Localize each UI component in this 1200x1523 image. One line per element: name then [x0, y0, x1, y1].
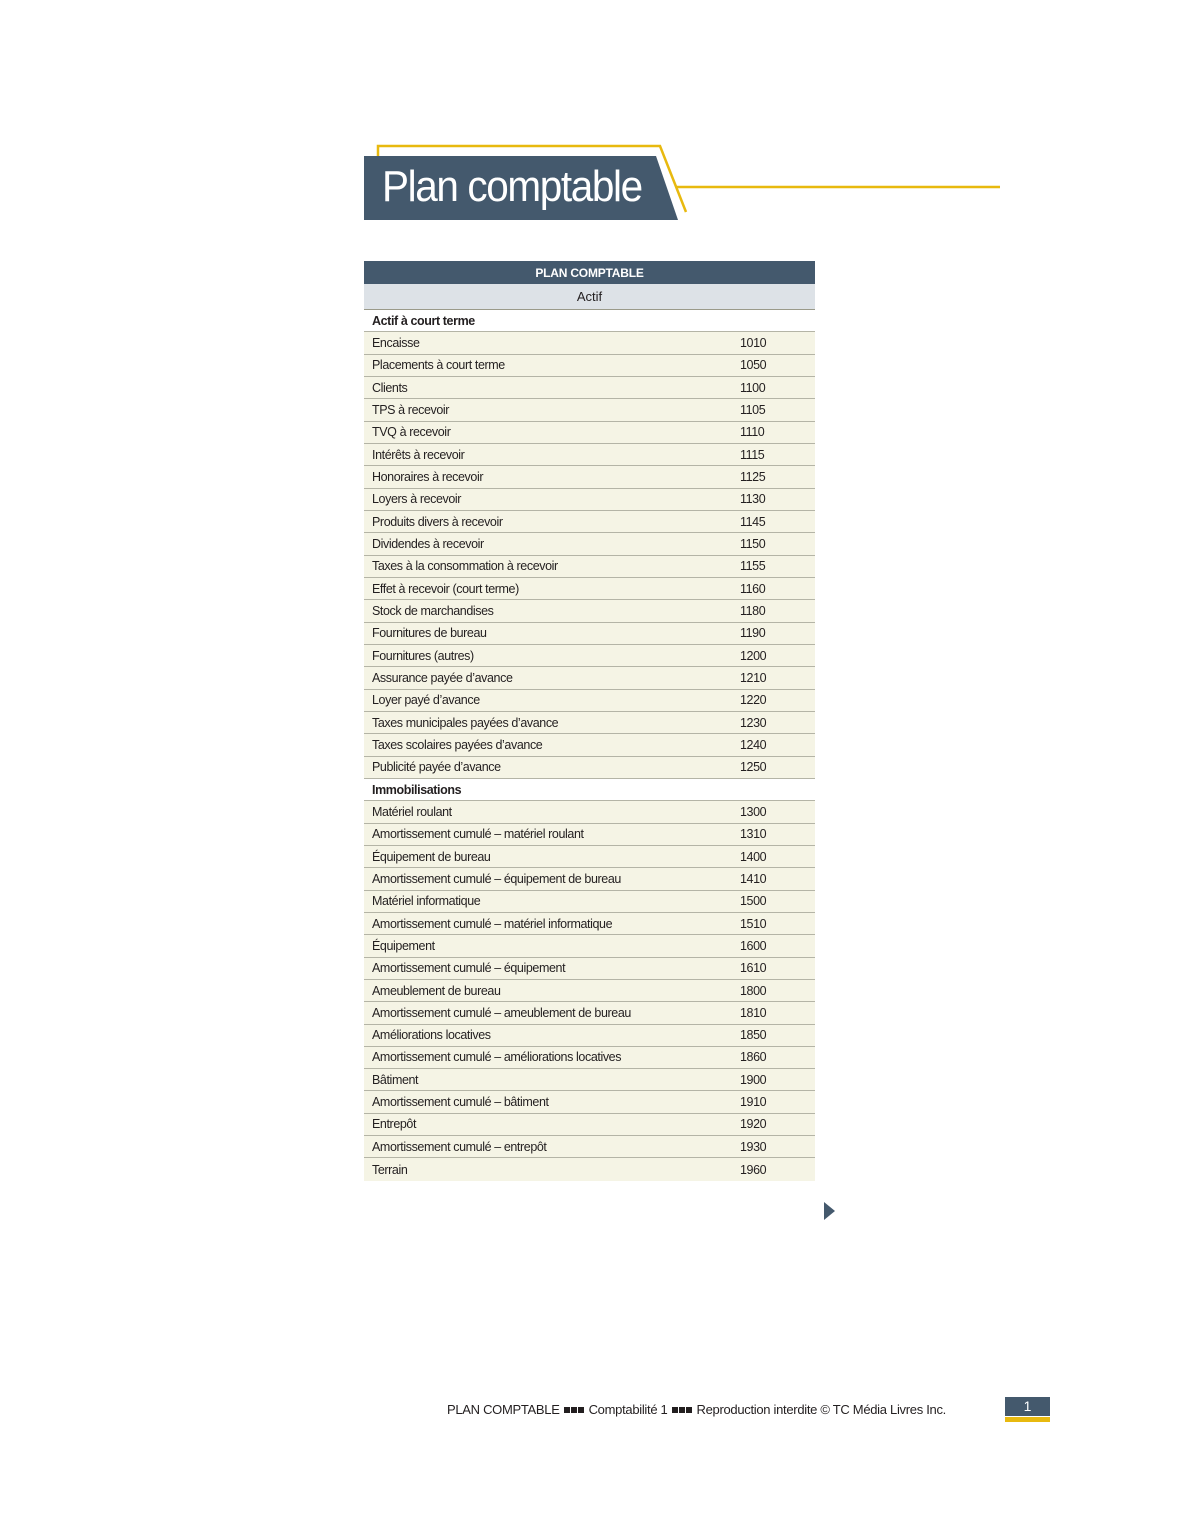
table-row: [364, 645, 815, 667]
table-row: [364, 578, 815, 600]
account-number: 1960: [740, 1162, 767, 1177]
account-name: Terrain: [372, 1162, 408, 1177]
account-name: Encaisse: [372, 335, 420, 350]
account-number: 1900: [740, 1072, 767, 1087]
account-name: Ameublement de bureau: [372, 983, 501, 998]
account-name: Assurance payée d’avance: [372, 670, 513, 685]
account-number: 1160: [740, 581, 766, 596]
table-row: [364, 801, 815, 823]
account-number: 1210: [740, 670, 767, 685]
account-name: Taxes scolaires payées d’avance: [372, 737, 543, 752]
account-number: 1510: [740, 916, 767, 931]
account-number: 1410: [740, 871, 767, 886]
account-number: 1150: [740, 536, 766, 551]
table-row: [364, 511, 815, 533]
account-number: 1910: [740, 1095, 767, 1110]
table-row: [364, 1114, 815, 1136]
table-row: [364, 355, 815, 377]
account-number: 1850: [740, 1028, 767, 1043]
table-row: [364, 422, 815, 444]
account-number: 1610: [740, 961, 767, 976]
table-rows: [364, 310, 815, 1181]
account-name: Intérêts à recevoir: [372, 447, 465, 462]
table-row: [364, 846, 815, 868]
account-name: Amortissement cumulé – bâtiment: [372, 1095, 549, 1110]
account-name: Matériel roulant: [372, 804, 452, 819]
account-name: Amortissement cumulé – ameublement de bureau: [372, 1005, 631, 1020]
account-number: 1300: [740, 804, 767, 819]
account-number: 1110: [740, 425, 765, 440]
account-number: 1230: [740, 715, 767, 730]
table-row: [364, 399, 815, 421]
account-name: Fournitures de bureau: [372, 626, 487, 641]
account-number: 1500: [740, 894, 767, 909]
table-subheader: Actif: [364, 284, 815, 310]
account-number: 1860: [740, 1050, 767, 1065]
next-page-arrow-icon: [824, 1202, 835, 1220]
account-number: 1930: [740, 1139, 767, 1154]
account-name: Amortissement cumulé – améliorations locatives: [372, 1050, 622, 1065]
account-name: Taxes municipales payées d’avance: [372, 715, 559, 730]
account-name: Amortissement cumulé – matériel informatique: [372, 916, 613, 931]
page-title: Plan comptable: [382, 162, 642, 211]
page-number: 1: [1005, 1397, 1050, 1416]
account-number: 1600: [740, 938, 767, 953]
table-row: [364, 891, 815, 913]
section-row: [364, 779, 815, 801]
table-row: [364, 690, 815, 712]
account-name: Placements à court terme: [372, 358, 505, 373]
table-row: [364, 444, 815, 466]
account-number: 1810: [740, 1005, 767, 1020]
account-number: 1115: [740, 447, 765, 462]
account-name: Loyer payé d’avance: [372, 693, 480, 708]
account-number: 1240: [740, 737, 767, 752]
table-row: [364, 1069, 815, 1091]
account-number: 1130: [740, 492, 766, 507]
section-row: [364, 310, 815, 332]
separator-squares-icon: [672, 1402, 693, 1417]
account-number: 1145: [740, 514, 766, 529]
account-number: 1050: [740, 358, 767, 373]
chart-of-accounts-table: [364, 261, 815, 1181]
footer-book: Comptabilité 1: [588, 1402, 668, 1417]
account-name: Bâtiment: [372, 1072, 419, 1087]
table-row: [364, 623, 815, 645]
account-name: Équipement: [372, 938, 435, 953]
table-row: [364, 824, 815, 846]
table-row: [364, 1091, 815, 1113]
section-title: Immobilisations: [372, 782, 462, 797]
account-name: Entrepôt: [372, 1117, 417, 1132]
table-row: [364, 712, 815, 734]
account-number: 1105: [740, 402, 766, 417]
account-number: 1155: [740, 559, 766, 574]
table-row: [364, 332, 815, 354]
table-row: [364, 734, 815, 756]
account-number: 1310: [740, 827, 767, 842]
account-name: Amortissement cumulé – matériel roulant: [372, 827, 584, 842]
account-number: 1190: [740, 626, 766, 641]
account-number: 1200: [740, 648, 767, 663]
account-name: TPS à recevoir: [372, 402, 450, 417]
table-row: [364, 667, 815, 689]
table-header: PLAN COMPTABLE: [364, 261, 815, 284]
table-row: [364, 1002, 815, 1024]
account-name: Améliorations locatives: [372, 1028, 491, 1043]
account-name: Honoraires à recevoir: [372, 469, 484, 484]
account-name: Amortissement cumulé – équipement: [372, 961, 566, 976]
account-number: 1100: [740, 380, 766, 395]
account-name: TVQ à recevoir: [372, 425, 451, 440]
account-number: 1010: [740, 335, 767, 350]
account-name: Amortissement cumulé – entrepôt: [372, 1139, 547, 1154]
account-number: 1400: [740, 849, 767, 864]
title-banner: [364, 144, 1004, 224]
table-row: [364, 1025, 815, 1047]
section-title: Actif à court terme: [372, 313, 475, 328]
account-name: Dividendes à recevoir: [372, 536, 484, 551]
account-number: 1250: [740, 760, 767, 775]
table-row: [364, 980, 815, 1002]
account-number: 1125: [740, 469, 766, 484]
table-row: [364, 489, 815, 511]
account-number: 1920: [740, 1117, 767, 1132]
table-row: [364, 466, 815, 488]
table-row: [364, 1047, 815, 1069]
account-name: Fournitures (autres): [372, 648, 474, 663]
account-number: 1180: [740, 603, 766, 618]
table-row: [364, 958, 815, 980]
account-name: Matériel informatique: [372, 894, 481, 909]
table-row: [364, 377, 815, 399]
account-name: Publicité payée d’avance: [372, 760, 501, 775]
account-name: Amortissement cumulé – équipement de bureau: [372, 871, 621, 886]
account-number: 1800: [740, 983, 767, 998]
table-row: [364, 935, 815, 957]
footer-section: PLAN COMPTABLE: [447, 1402, 560, 1417]
table-row: [364, 533, 815, 555]
separator-squares-icon: [564, 1402, 585, 1417]
account-number: 1220: [740, 693, 767, 708]
page-footer: [447, 1402, 946, 1417]
footer-copyright: Reproduction interdite © TC Média Livres Inc.: [696, 1402, 946, 1417]
table-row: [364, 757, 815, 779]
account-name: Stock de marchandises: [372, 603, 494, 618]
account-name: Effet à recevoir (court terme): [372, 581, 519, 596]
account-name: Loyers à recevoir: [372, 492, 462, 507]
account-name: Produits divers à recevoir: [372, 514, 503, 529]
account-name: Équipement de bureau: [372, 849, 491, 864]
table-row: [364, 600, 815, 622]
table-row: [364, 1136, 815, 1158]
account-name: Taxes à la consommation à recevoir: [372, 559, 558, 574]
table-row: [364, 1158, 815, 1180]
table-row: [364, 868, 815, 890]
account-name: Clients: [372, 380, 408, 395]
page-number-accent: [1005, 1417, 1050, 1422]
table-row: [364, 913, 815, 935]
table-row: [364, 556, 815, 578]
